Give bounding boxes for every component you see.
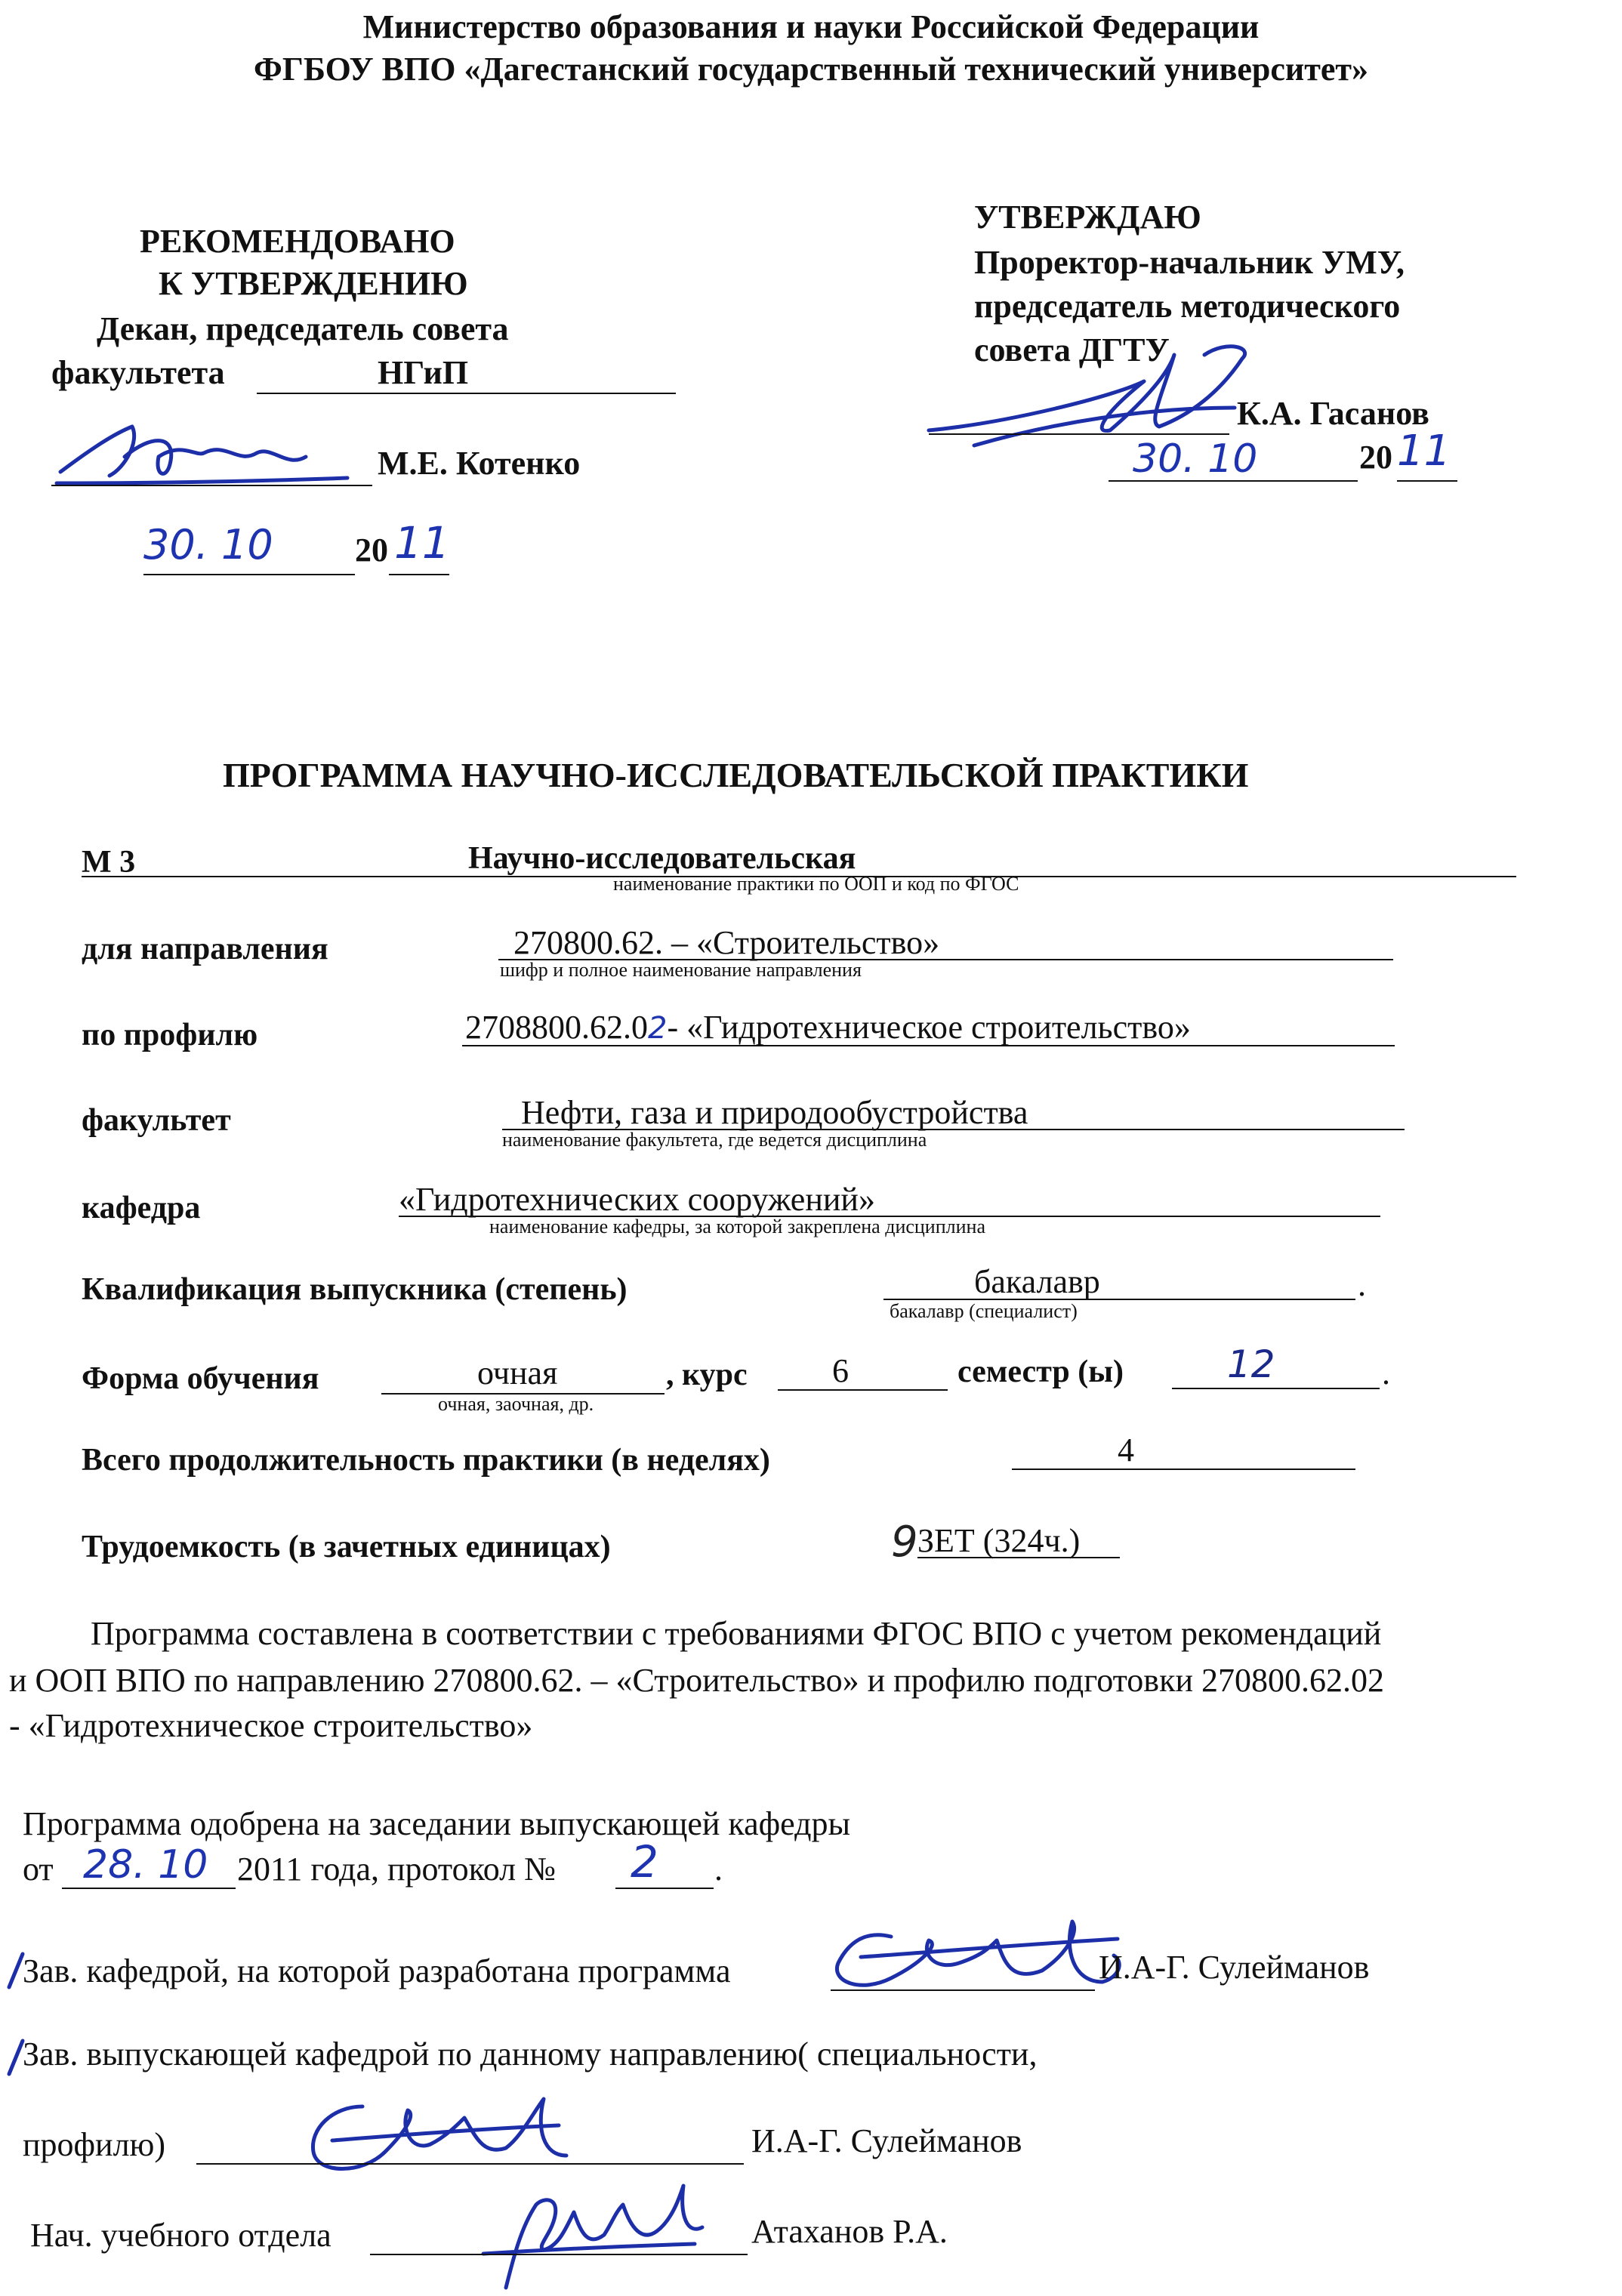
recommended-title: РЕКОМЕНДОВАНО: [140, 223, 455, 260]
approved-role-3: совета ДГТУ: [974, 331, 1170, 368]
dean-signature: [45, 411, 362, 495]
edu-dept-name: Атаханов Р.А.: [751, 2213, 948, 2250]
form-caption: очная, заочная, др.: [438, 1393, 594, 1415]
dean-date-line: [143, 574, 355, 575]
semester-value: 12: [1227, 1342, 1275, 1386]
credits-value: ЗЕТ (324ч.): [917, 1522, 1081, 1559]
dean-year-line: [389, 574, 449, 575]
vice-rector-year-line: [1397, 480, 1457, 482]
course-label: , курс: [666, 1358, 748, 1392]
duration-value: 4: [1118, 1432, 1134, 1469]
credits-label: Трудоемкость (в зачетных единицах): [82, 1530, 611, 1564]
qualification-value: бакалавр: [974, 1263, 1100, 1300]
qualification-caption: бакалавр (специалист): [890, 1300, 1078, 1322]
department-label: кафедра: [82, 1191, 201, 1225]
semester-label: семестр (ы): [957, 1354, 1124, 1389]
faculty-underline: [257, 393, 676, 394]
grad-dept-signature: [294, 2084, 581, 2190]
approved-role-2: председатель методического: [974, 288, 1401, 325]
dean-year: 11: [394, 517, 450, 569]
dean-role: Декан, председатель совета: [97, 310, 509, 347]
profile-value: [465, 1008, 1191, 1046]
grad-dept-label-1: Зав. выпускающей кафедрой по данному направлению( специальности,: [23, 2036, 1038, 2073]
direction-caption: шифр и полное наименование направления: [500, 959, 862, 981]
approval-date: 28. 10: [83, 1842, 208, 1888]
department-value: «Гидротехнических сооружений»: [399, 1181, 875, 1218]
edu-dept-signature: [453, 2174, 710, 2295]
edu-dept-line: [370, 2254, 748, 2255]
vice-rector-date: 30. 10: [1133, 436, 1258, 482]
approval-year-protocol: 2011 года, протокол №: [237, 1851, 557, 1888]
protocol-period: .: [714, 1851, 723, 1888]
qualification-label: Квалификация выпускника (степень): [82, 1272, 628, 1307]
dean-date: 30. 10: [143, 521, 273, 569]
credits-line: [917, 1557, 1120, 1558]
vice-rector-year: 11: [1397, 427, 1451, 476]
dean-signature-line: [51, 485, 372, 486]
dean-name: М.Е. Котенко: [378, 445, 581, 482]
university-title: ФГБОУ ВПО «Дагестанский государственный технический университет»: [254, 51, 1368, 88]
protocol-line: [615, 1888, 714, 1889]
vice-rector-signature-line: [929, 433, 1229, 435]
duration-label: Всего продолжительность практики (в неделях): [82, 1443, 770, 1478]
paragraph-line-1: Программа составлена в соответствии с требованиями ФГОС ВПО с учетом рекомендаций: [91, 1615, 1382, 1652]
profile-label: по профилю: [82, 1018, 258, 1052]
head-dept-line: [831, 1989, 1095, 1991]
head-dept-signature: [816, 1910, 1133, 2008]
form-value: очная: [477, 1354, 558, 1391]
profile-name: - «Гидротехническое строительство»: [667, 1009, 1191, 1046]
course-value: 6: [832, 1352, 849, 1389]
profile-line: [462, 1045, 1395, 1046]
direction-value: 270800.62. – «Строительство»: [513, 924, 940, 961]
semester-period: .: [1382, 1354, 1390, 1391]
faculty-row-value: Нефти, газа и природообустройства: [521, 1094, 1028, 1131]
qualification-period: .: [1358, 1266, 1366, 1303]
dean-year-prefix: 20: [355, 532, 388, 569]
duration-line: [1012, 1469, 1355, 1470]
recommended-subtitle: К УТВЕРЖДЕНИЮ: [159, 265, 468, 302]
vice-rector-date-line: [1109, 480, 1358, 482]
ministry-title: Министерство образования и науки Российской Федерации: [362, 8, 1260, 45]
protocol-number: 2: [631, 1836, 658, 1888]
practice-caption: наименование практики по ООП и код по ФГОС: [613, 873, 1019, 895]
approved-role-1: Проректор-начальник УМУ,: [974, 244, 1405, 281]
credits-value-handwritten: 9: [891, 1518, 918, 1567]
approved-title: УТВЕРЖДАЮ: [974, 199, 1201, 236]
approval-line: Программа одобрена на заседании выпускающей кафедры: [23, 1805, 851, 1842]
paragraph-line-2: и ООП ВПО по направлению 270800.62. – «Строительство» и профилю подготовки 270800.62.02: [9, 1662, 1384, 1699]
approval-from: от: [23, 1851, 54, 1888]
course-line: [778, 1389, 948, 1391]
approval-date-line: [62, 1888, 236, 1889]
grad-dept-name: И.А-Г. Сулейманов: [751, 2122, 1022, 2159]
practice-name: Научно-исследовательская: [468, 841, 856, 876]
faculty-value: НГиП: [378, 354, 469, 391]
faculty-row-label: факультет: [82, 1103, 231, 1138]
head-dept-name: И.А-Г. Сулейманов: [1099, 1949, 1370, 1986]
edu-dept-label: Нач. учебного отдела: [30, 2217, 331, 2254]
code-label: М 3: [82, 845, 136, 880]
faculty-row-caption: наименование факультета, где ведется дисциплина: [502, 1129, 927, 1151]
semester-line: [1172, 1388, 1380, 1389]
head-dept-label: Зав. кафедрой, на которой разработана программа: [23, 1952, 731, 1989]
document-title: ПРОГРАММА НАУЧНО-ИССЛЕДОВАТЕЛЬСКОЙ ПРАКТИКИ: [223, 756, 1249, 794]
vice-rector-name: К.А. Гасанов: [1237, 395, 1429, 432]
faculty-label: факультета: [51, 354, 225, 391]
department-caption: наименование кафедры, за которой закреплена дисциплина: [489, 1216, 985, 1237]
paragraph-line-3: - «Гидротехническое строительство»: [9, 1707, 533, 1744]
form-label: Форма обучения: [82, 1361, 319, 1396]
direction-label: для направления: [82, 932, 328, 966]
profile-code: 2708800.62.0: [465, 1009, 648, 1046]
grad-dept-label-2: профилю): [23, 2126, 166, 2163]
vice-rector-year-prefix: 20: [1359, 439, 1392, 476]
profile-code-handwritten: 2: [648, 1011, 668, 1046]
grad-dept-line: [196, 2163, 744, 2165]
